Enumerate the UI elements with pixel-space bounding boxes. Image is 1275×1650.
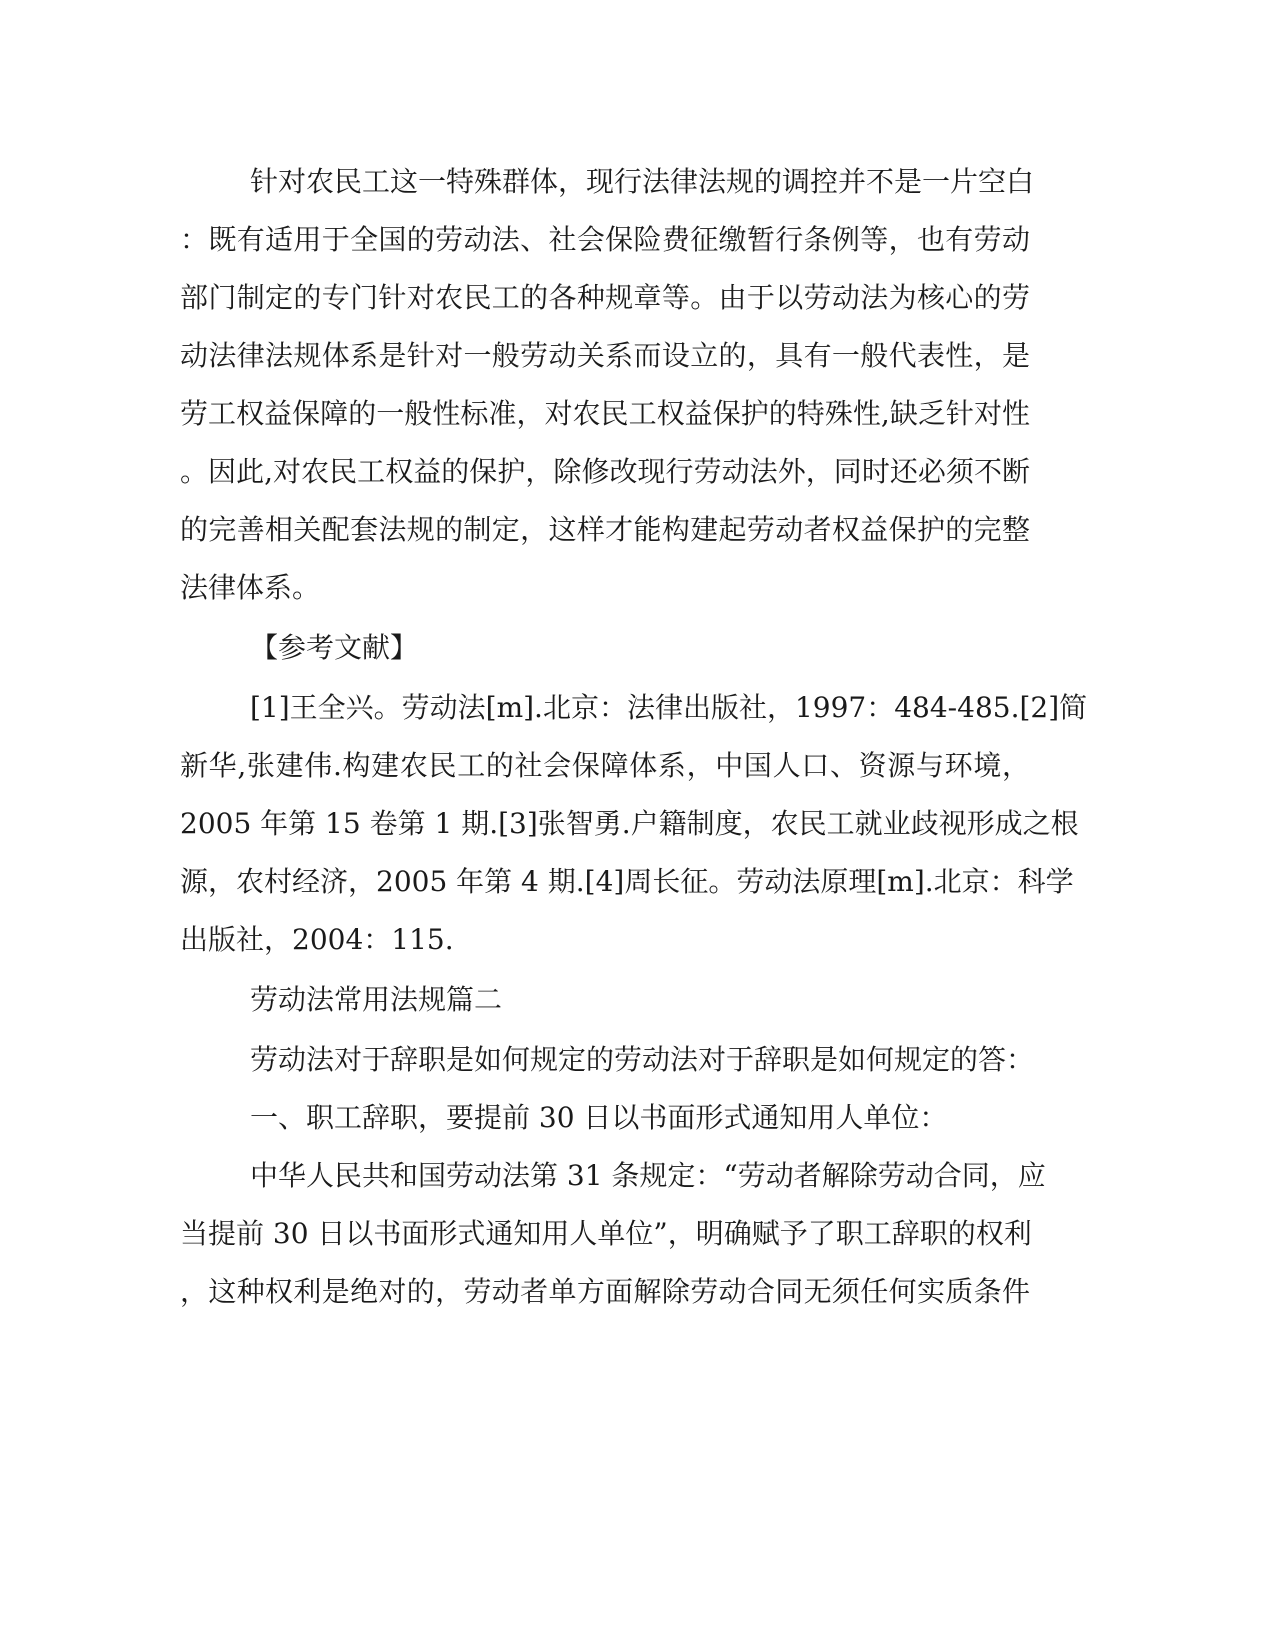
- body-text-line: 劳工权益保障的一般性标准，对农民工权益保护的特殊性,缺乏针对性: [180, 397, 1030, 430]
- body-text-line: 部门制定的专门针对农民工的各种规章等。由于以劳动法为核心的劳: [180, 281, 1030, 314]
- body-text-line: 当提前 30 日以书面形式通知用人单位”，明确赋予了职工辞职的权利: [180, 1217, 1032, 1250]
- reference-line: [1]王全兴。劳动法[m].北京：法律出版社，1997：484-485.[2]简: [250, 691, 1088, 724]
- references-heading: 【参考文献】: [250, 631, 419, 664]
- body-text-line: ，这种权利是绝对的，劳动者单方面解除劳动合同无须任何实质条件: [180, 1275, 1030, 1308]
- body-text-line: ：既有适用于全国的劳动法、社会保险费征缴暂行条例等，也有劳动: [180, 223, 1030, 256]
- body-text-line: 法律体系。: [180, 571, 321, 604]
- reference-line: 出版社，2004：115.: [180, 923, 454, 956]
- body-text-line: 的完善相关配套法规的制定，这样才能构建起劳动者权益保护的完整: [180, 513, 1030, 546]
- reference-line: 2005 年第 15 卷第 1 期.[3]张智勇.户籍制度，农民工就业歧视形成之根: [180, 807, 1079, 840]
- body-text-line: 针对农民工这一特殊群体，现行法律法规的调控并不是一片空白: [250, 165, 1035, 198]
- body-text-line: 。因此,对农民工权益的保护，除修改现行劳动法外，同时还必须不断: [180, 455, 1030, 488]
- section-heading: 劳动法常用法规篇二: [250, 983, 503, 1016]
- body-text-line: 一、职工辞职，要提前 30 日以书面形式通知用人单位：: [250, 1101, 948, 1134]
- body-text-line: 动法律法规体系是针对一般劳动关系而设立的，具有一般代表性，是: [180, 339, 1030, 372]
- reference-line: 源，农村经济，2005 年第 4 期.[4]周长征。劳动法原理[m].北京：科学: [180, 865, 1074, 898]
- body-text-line: 劳动法对于辞职是如何规定的劳动法对于辞职是如何规定的答：: [250, 1043, 1035, 1076]
- reference-line: 新华,张建伟.构建农民工的社会保障体系，中国人口、资源与环境，: [180, 749, 1030, 782]
- body-text-line: 中华人民共和国劳动法第 31 条规定：“劳动者解除劳动合同，应: [250, 1159, 1046, 1192]
